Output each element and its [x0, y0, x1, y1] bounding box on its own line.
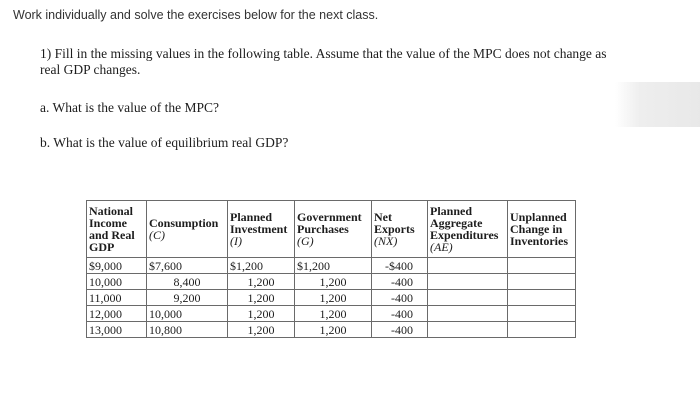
header-investment: Planned Investment (I): [228, 201, 295, 258]
glare-overlay: [615, 82, 700, 127]
expenditure-table: [86, 200, 576, 338]
cell-net-exports: -400: [372, 290, 428, 306]
cell-inventories: [508, 290, 576, 306]
cell-consumption: $7,600: [147, 258, 228, 274]
cell-government: 1,200: [295, 322, 372, 338]
header-gdp: National Income and Real GDP: [87, 201, 147, 258]
header-consumption: Consumption (C): [147, 201, 228, 258]
question-a: a. What is the value of the MPC?: [40, 100, 219, 115]
cell-gdp: 13,000: [87, 322, 147, 338]
table-header-row: [87, 201, 576, 258]
table-row: [87, 322, 576, 338]
intro-text: Work individually and solve the exercises below for the next class.: [13, 8, 379, 22]
cell-aggregate-expenditures: [428, 258, 508, 274]
cell-aggregate-expenditures: [428, 274, 508, 290]
cell-consumption: 9,200: [147, 290, 228, 306]
cell-inventories: [508, 258, 576, 274]
cell-investment: 1,200: [228, 274, 295, 290]
cell-inventories: [508, 306, 576, 322]
cell-government: 1,200: [295, 274, 372, 290]
cell-aggregate-expenditures: [428, 306, 508, 322]
cell-investment: 1,200: [228, 322, 295, 338]
cell-gdp: 10,000: [87, 274, 147, 290]
cell-government: 1,200: [295, 306, 372, 322]
cell-net-exports: -400: [372, 322, 428, 338]
cell-consumption: 10,000: [147, 306, 228, 322]
header-net-exports: Net Exports (NX): [372, 201, 428, 258]
cell-consumption: 10,800: [147, 322, 228, 338]
cell-net-exports: -$400: [372, 258, 428, 274]
header-inventories: Unplanned Change in Inventories: [508, 201, 576, 258]
cell-gdp: $9,000: [87, 258, 147, 274]
cell-aggregate-expenditures: [428, 290, 508, 306]
cell-gdp: 11,000: [87, 290, 147, 306]
cell-government: $1,200: [295, 258, 372, 274]
cell-gdp: 12,000: [87, 306, 147, 322]
cell-consumption: 8,400: [147, 274, 228, 290]
table-row: [87, 274, 576, 290]
header-aggregate-expenditures: Planned Aggregate Expenditures (AE): [428, 201, 508, 258]
question-1: 1) Fill in the missing values in the following table. Assume that the value of the MPC does not change as real GDP changes.: [40, 46, 607, 77]
cell-investment: $1,200: [228, 258, 295, 274]
cell-inventories: [508, 274, 576, 290]
table-row: [87, 258, 576, 274]
header-government: Government Purchases (G): [295, 201, 372, 258]
cell-investment: 1,200: [228, 290, 295, 306]
cell-net-exports: -400: [372, 274, 428, 290]
cell-aggregate-expenditures: [428, 322, 508, 338]
cell-inventories: [508, 322, 576, 338]
cell-net-exports: -400: [372, 306, 428, 322]
question-b: b. What is the value of equilibrium real GDP?: [40, 135, 289, 150]
table-row: [87, 290, 576, 306]
cell-government: 1,200: [295, 290, 372, 306]
table-row: [87, 306, 576, 322]
cell-investment: 1,200: [228, 306, 295, 322]
